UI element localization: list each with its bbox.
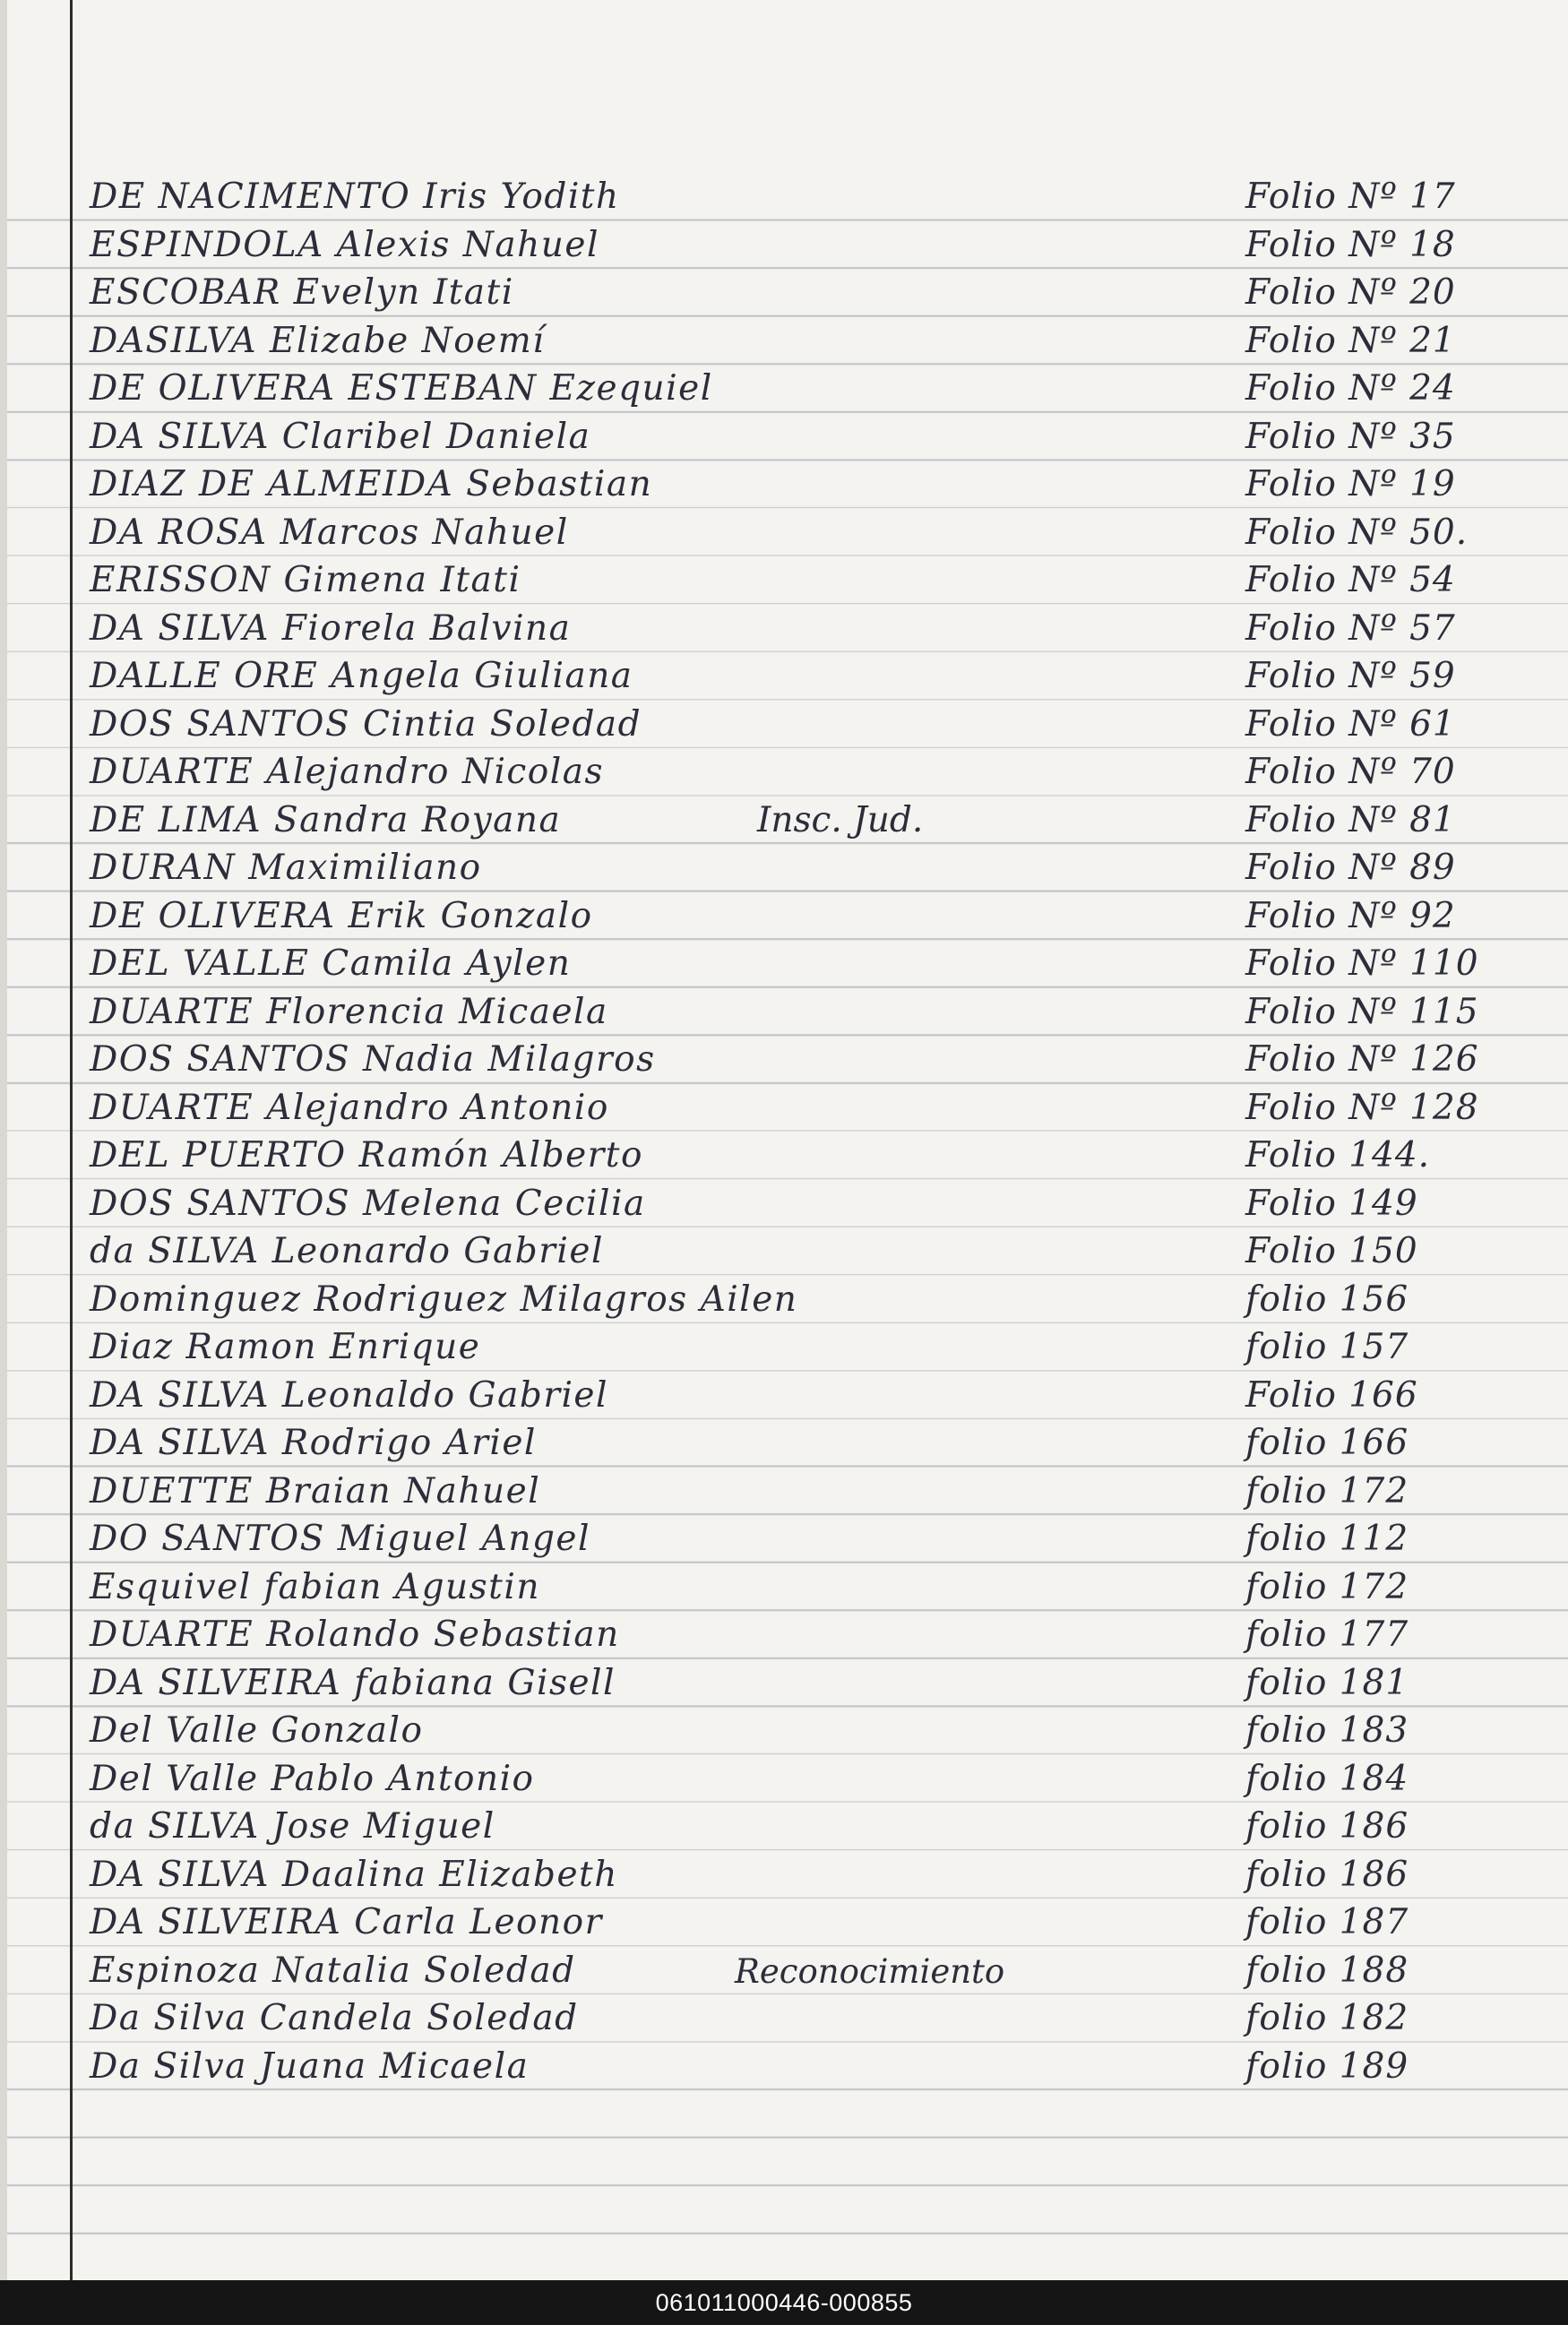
entry-name: DUARTE Florencia Micaela	[90, 991, 608, 1032]
entry-name: Da Silva Candela Soledad	[90, 1998, 579, 2038]
entry-note: Insc. Jud.	[757, 799, 924, 840]
entry-name: Da Silva Juana Micaela	[90, 2045, 530, 2087]
entry-name: ESCOBAR Evelyn Itati	[90, 272, 514, 313]
entry-folio: folio 186	[1245, 1806, 1409, 1847]
entry-row	[0, 1851, 1568, 1899]
entry-row	[0, 1515, 1568, 1563]
entry-folio: Folio Nº 35	[1245, 416, 1456, 457]
entry-name: DEL VALLE Camila Aylen	[90, 943, 572, 984]
entry-name: DALLE ORE Angela Giuliana	[90, 656, 633, 696]
entry-folio: Folio Nº 21	[1245, 320, 1456, 361]
entry-row	[0, 413, 1568, 461]
entry-folio: Folio Nº 61	[1245, 703, 1456, 745]
entry-folio: Folio Nº 128	[1245, 1087, 1479, 1128]
entry-row	[0, 1276, 1568, 1323]
entry-name: DASILVA Elizabe Noemí	[90, 320, 546, 361]
entry-name: DUARTE Alejandro Nicolas	[90, 752, 604, 792]
entry-row	[0, 221, 1568, 269]
entry-name: DE OLIVERA Erik Gonzalo	[90, 895, 593, 936]
entry-folio: folio 187	[1245, 1902, 1409, 1942]
entry-name: DE LIMA Sandra Royana	[90, 799, 562, 840]
entry-name: DIAZ DE ALMEIDA Sebastian	[90, 464, 653, 504]
entry-folio: folio 172	[1245, 1566, 1409, 1607]
entry-folio: Folio Nº 19	[1245, 464, 1456, 504]
entry-name: Espinoza Natalia Soledad	[90, 1950, 576, 1991]
entry-folio: Folio Nº 81	[1245, 799, 1456, 840]
entry-folio: Folio Nº 17	[1245, 177, 1456, 217]
entry-name: ESPINDOLA Alexis Nahuel	[90, 224, 599, 265]
entry-row	[0, 701, 1568, 748]
entry-folio: Folio Nº 20	[1245, 272, 1456, 313]
entry-row	[0, 1468, 1568, 1515]
entry-name: Esquivel fabian Agustin	[90, 1566, 540, 1607]
entry-folio: folio 182	[1245, 1998, 1409, 2038]
entry-folio: folio 172	[1245, 1470, 1409, 1511]
entry-row	[0, 1707, 1568, 1754]
entry-folio: folio 177	[1245, 1615, 1409, 1655]
entry-folio: Folio 149	[1245, 1183, 1418, 1224]
entry-row	[0, 365, 1568, 412]
entry-folio: Folio Nº 92	[1245, 895, 1456, 936]
entry-row	[0, 1180, 1568, 1227]
entry-folio: Folio 166	[1245, 1374, 1418, 1416]
entry-folio: Folio Nº 50.	[1245, 512, 1469, 553]
entry-row	[0, 844, 1568, 891]
entry-row	[0, 2043, 1568, 2090]
entry-folio: Folio 150	[1245, 1231, 1418, 1271]
entry-name: DA SILVEIRA fabiana Gisell	[90, 1662, 616, 1703]
entry-name: Diaz Ramon Enrique	[90, 1327, 481, 1367]
entry-row	[0, 1755, 1568, 1803]
entry-row	[0, 1084, 1568, 1132]
entry-row	[0, 652, 1568, 700]
entry-row	[0, 1227, 1568, 1275]
entry-name: DOS SANTOS Cintia Soledad	[90, 703, 642, 745]
entry-row	[0, 988, 1568, 1036]
entry-folio: folio 189	[1245, 2045, 1409, 2087]
entry-name: Del Valle Gonzalo	[90, 1710, 424, 1751]
entry-folio: Folio Nº 18	[1245, 224, 1456, 265]
entry-row	[0, 1899, 1568, 1946]
entry-name: DA SILVA Claribel Daniela	[90, 416, 591, 457]
entry-name: DA SILVA Leonaldo Gabriel	[90, 1374, 608, 1416]
entry-row	[0, 1994, 1568, 2042]
entry-row	[0, 748, 1568, 796]
entry-row	[0, 461, 1568, 508]
entry-name: DA SILVEIRA Carla Leonor	[90, 1902, 603, 1942]
entry-folio: Folio Nº 57	[1245, 607, 1456, 649]
entry-name: DUARTE Rolando Sebastian	[90, 1615, 620, 1655]
entry-name: Dominguez Rodriguez Milagros Ailen	[90, 1279, 798, 1320]
entry-row	[0, 1611, 1568, 1658]
entry-name: Del Valle Pablo Antonio	[90, 1758, 535, 1799]
entry-row	[0, 1659, 1568, 1707]
entry-name: DE NACIMENTO Iris Yodith	[90, 177, 620, 217]
entry-folio: Folio Nº 24	[1245, 368, 1456, 409]
entry-name: DO SANTOS Miguel Angel	[90, 1519, 590, 1559]
entry-row	[0, 1323, 1568, 1371]
entry-row	[0, 940, 1568, 987]
entry-row	[0, 605, 1568, 652]
entry-folio: folio 166	[1245, 1423, 1409, 1463]
entry-row	[0, 797, 1568, 844]
entry-name: DURAN Maximiliano	[90, 848, 482, 888]
entry-name: DA SILVA Fiorela Balvina	[90, 607, 572, 649]
entry-row	[0, 509, 1568, 556]
entry-folio: Folio Nº 126	[1245, 1039, 1479, 1080]
entry-row	[0, 892, 1568, 940]
entry-row	[0, 1947, 1568, 1994]
entry-row	[0, 1419, 1568, 1467]
entry-folio: folio 157	[1245, 1327, 1409, 1367]
entry-folio: folio 186	[1245, 1854, 1409, 1895]
entry-name: DUARTE Alejandro Antonio	[90, 1087, 609, 1128]
entry-name: da SILVA Jose Miguel	[90, 1806, 495, 1847]
entry-folio: Folio 144.	[1245, 1135, 1431, 1175]
entry-name: DOS SANTOS Nadia Milagros	[90, 1039, 656, 1080]
entry-name: DOS SANTOS Melena Cecilia	[90, 1183, 646, 1224]
entry-row	[0, 556, 1568, 604]
entry-name: DEL PUERTO Ramón Alberto	[90, 1135, 643, 1175]
entry-name: DA ROSA Marcos Nahuel	[90, 512, 569, 553]
entry-name: DUETTE Braian Nahuel	[90, 1470, 541, 1511]
entry-folio: Folio Nº 59	[1245, 656, 1456, 696]
entry-row	[0, 1036, 1568, 1083]
entry-name: DE OLIVERA ESTEBAN Ezequiel	[90, 368, 713, 409]
entry-folio: folio 184	[1245, 1758, 1409, 1799]
entry-name: ERISSON Gimena Itati	[90, 560, 521, 600]
entry-folio: Folio Nº 70	[1245, 752, 1456, 792]
entry-note: Reconocimiento	[735, 1951, 1005, 1991]
entry-row	[0, 317, 1568, 365]
entry-folio: Folio Nº 110	[1245, 943, 1479, 984]
entry-row	[0, 269, 1568, 316]
entry-folio: folio 112	[1245, 1519, 1409, 1559]
entry-row	[0, 1372, 1568, 1419]
entry-name: da SILVA Leonardo Gabriel	[90, 1231, 604, 1271]
entry-folio: folio 181	[1245, 1662, 1409, 1703]
entry-folio: folio 183	[1245, 1710, 1409, 1751]
entry-folio: Folio Nº 89	[1245, 848, 1456, 888]
entry-row	[0, 1132, 1568, 1179]
document-id-footer	[0, 2280, 1568, 2325]
document-id: 061011000446-000855	[655, 2289, 913, 2316]
entry-folio: Folio Nº 54	[1245, 560, 1456, 600]
entry-row	[0, 173, 1568, 220]
entry-row	[0, 1563, 1568, 1611]
entry-folio: Folio Nº 115	[1245, 991, 1479, 1032]
entry-name: DA SILVA Daalina Elizabeth	[90, 1854, 618, 1895]
entry-folio: folio 188	[1245, 1950, 1409, 1991]
entry-name: DA SILVA Rodrigo Ariel	[90, 1423, 537, 1463]
entry-row	[0, 1803, 1568, 1850]
entry-folio: folio 156	[1245, 1279, 1409, 1320]
